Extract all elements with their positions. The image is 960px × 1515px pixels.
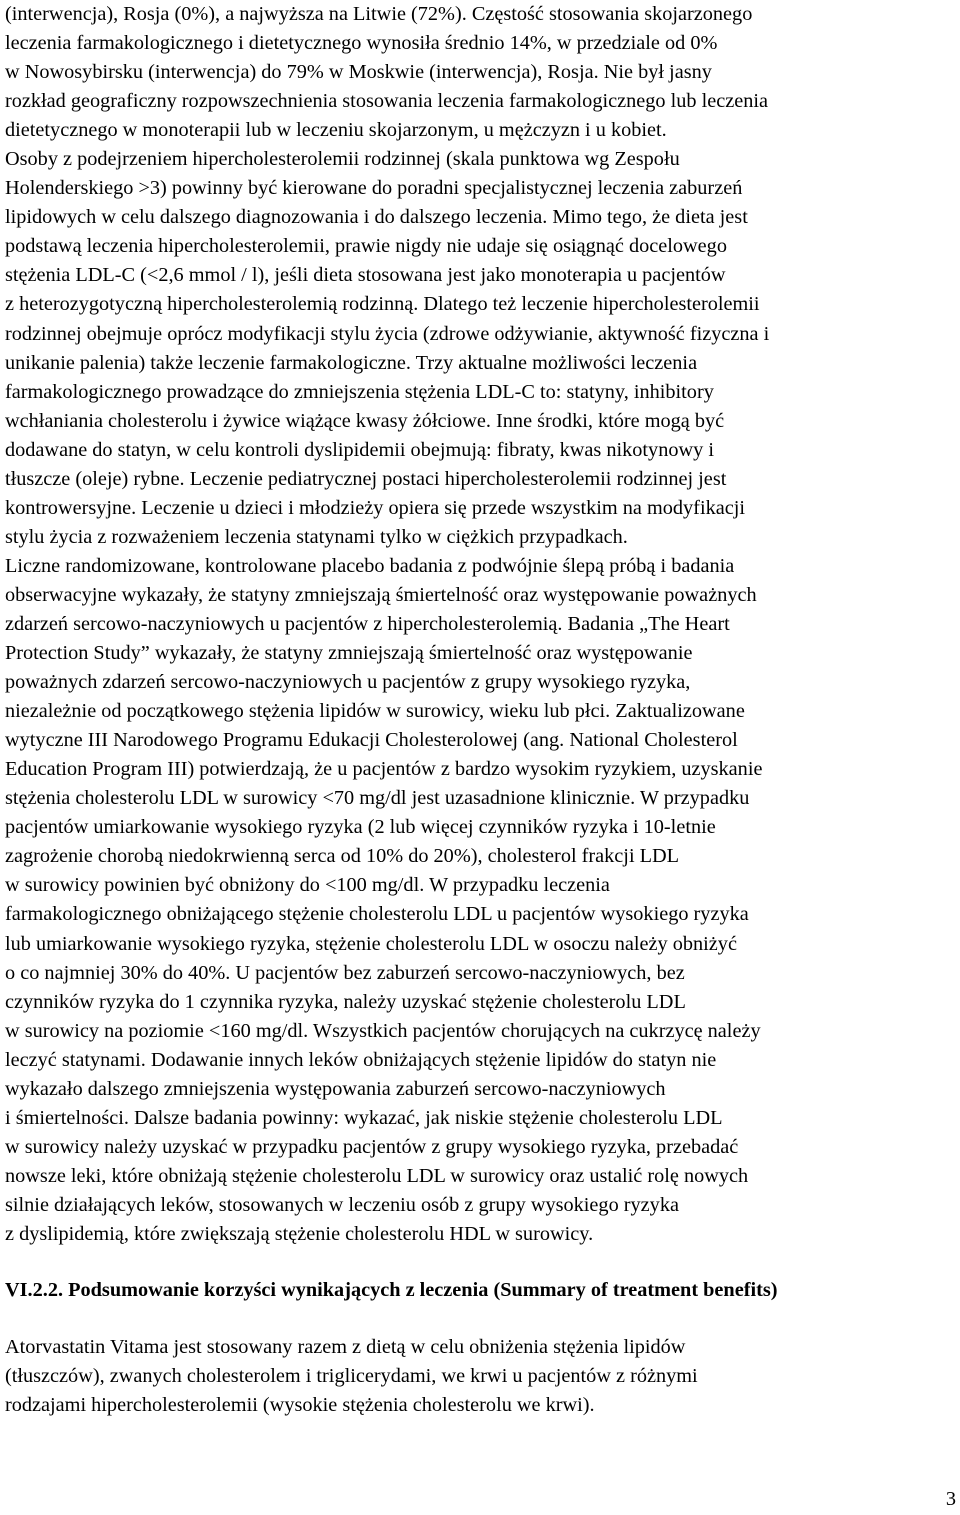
text-line: stężenia LDL-C (<2,6 mmol / l), jeśli dieta stosowana jest jako monoterapia u pacjentów xyxy=(5,264,726,287)
summary-paragraph xyxy=(5,1333,955,1420)
text-line: stężenia cholesterolu LDL w surowicy <70 mg/dl jest uzasadnione klinicznie. W przypadku xyxy=(5,787,750,810)
text-line: nowsze leki, które obniżają stężenie cholesterolu LDL w surowicy oraz ustalić rolę nowych xyxy=(5,1164,749,1187)
text-line: wchłaniania cholesterolu i żywice wiążące kwasy żółciowe. Inne środki, które mogą być xyxy=(5,409,725,432)
text-line: farmakologicznego obniżającego stężenie cholesterolu LDL u pacjentów wysokiego ryzyka xyxy=(5,903,749,926)
text-line: w Nowosybirsku (interwencja) do 79% w Moskwie (interwencja), Rosja. Nie był jasny xyxy=(5,61,712,84)
text-line: podstawą leczenia hipercholesterolemii, prawie nigdy nie udaje się osiągnąć docelowego xyxy=(5,235,727,258)
text-line: wykazało dalszego zmniejszenia występowania zaburzeń sercowo-naczyniowych xyxy=(5,1077,666,1100)
text-line: pacjentów umiarkowanie wysokiego ryzyka (2 lub więcej czynników ryzyka i 10-letnie xyxy=(5,816,716,839)
text-line: Atorvastatin Vitama jest stosowany razem z dietą w celu obniżenia stężenia lipidów xyxy=(5,1336,686,1358)
text-line: (interwencja), Rosja (0%), a najwyższa na Litwie (72%). Częstość stosowania skojarzonego xyxy=(5,3,753,25)
text-line: kontrowersyjne. Leczenie u dzieci i młodzieży opiera się przede wszystkim na modyfikacji xyxy=(5,496,745,519)
text-line: dietetycznego w monoterapii lub w leczeniu skojarzonym, u mężczyzn i u kobiet. xyxy=(5,119,667,142)
text-line: Liczne randomizowane, kontrolowane placebo badania z podwójnie ślepą próbą i badania xyxy=(5,554,735,577)
text-line: Protection Study” wykazały, że statyny zmniejszają śmiertelność oraz występowanie xyxy=(5,642,693,665)
section-title: Podsumowanie korzyści wynikających z leczenia xyxy=(68,1279,489,1301)
section-heading xyxy=(5,1276,955,1305)
text-line: czynników ryzyka do 1 czynnika ryzyka, należy uzyskać stężenie cholesterolu LDL xyxy=(5,990,686,1013)
text-line: (tłuszczów), zwanych cholesterolem i triglicerydami, we krwi u pacjentów z różnymi xyxy=(5,1365,698,1388)
text-line: rozkład geograficzny rozpowszechnienia stosowania leczenia farmakologicznego lub leczenia xyxy=(5,90,769,113)
text-line: niezależnie od początkowego stężenia lipidów w surowicy, wieku lub płci. Zaktualizowane xyxy=(5,700,745,723)
text-line: z dyslipidemią, które zwiększają stężenie cholesterolu HDL w surowicy. xyxy=(5,1222,594,1245)
page-number: 3 xyxy=(945,1488,956,1510)
text-line: w surowicy na poziomie <160 mg/dl. Wszystkich pacjentów chorujących na cukrzycę należy xyxy=(5,1019,761,1042)
text-line: leczyć statynami. Dodawanie innych leków obniżających stężenie lipidów do statyn nie xyxy=(5,1048,717,1071)
text-line: rodzinnej obejmuje oprócz modyfikacji stylu życia (zdrowe odżywianie, aktywność fizyczna i xyxy=(5,322,770,345)
text-line: lub umiarkowanie wysokiego ryzyka, stężenie cholesterolu LDL w osoczu należy obniżyć xyxy=(5,932,737,955)
text-line: zdarzeń sercowo-naczyniowych u pacjentów z hipercholesterolemią. Badania „The Heart xyxy=(5,612,730,635)
text-line: w surowicy powinien być obniżony do <100 mg/dl. W przypadku leczenia xyxy=(5,874,610,897)
text-line: Education Program III) potwierdzają, że u pacjentów z bardzo wysokim ryzykiem, uzyskanie xyxy=(5,758,763,781)
body-paragraph xyxy=(5,0,955,1249)
text-line: dodawane do statyn, w celu kontroli dyslipidemii obejmują: fibraty, kwas nikotynowy i xyxy=(5,438,714,461)
text-line: i śmiertelności. Dalsze badania powinny: wykazać, jak niskie stężenie cholesterolu LDL xyxy=(5,1106,723,1129)
text-line: tłuszcze (oleje) rybne. Leczenie pediatrycznej postaci hipercholesterolemii rodzinnej jest xyxy=(5,467,727,490)
text-line: Osoby z podejrzeniem hipercholesterolemii rodzinnej (skala punktowa wg Zespołu xyxy=(5,148,680,171)
text-line: silnie działających leków, stosowanych w leczeniu osób z grupy wysokiego ryzyka xyxy=(5,1193,679,1216)
text-line: w surowicy należy uzyskać w przypadku pacjentów z grupy wysokiego ryzyka, przebadać xyxy=(5,1135,739,1158)
text-line: o co najmniej 30% do 40%. U pacjentów bez zaburzeń sercowo-naczyniowych, bez xyxy=(5,961,685,984)
text-line: poważnych zdarzeń sercowo-naczyniowych u pacjentów z grupy wysokiego ryzyka, xyxy=(5,671,691,694)
text-line: wytyczne III Narodowego Programu Edukacji Cholesterolowej (ang. National Cholesterol xyxy=(5,729,738,752)
text-line: farmakologicznego prowadzące do zmniejszenia stężenia LDL-C to: statyny, inhibitory xyxy=(5,380,714,403)
text-line: lipidowych w celu dalszego diagnozowania i do dalszego leczenia. Mimo tego, że dieta jest xyxy=(5,206,748,229)
section-subtitle: (Summary of treatment benefits) xyxy=(493,1279,778,1301)
text-line: rodzajami hipercholesterolemii (wysokie stężenia cholesterolu we krwi). xyxy=(5,1394,595,1417)
text-line: stylu życia z rozważeniem leczenia statynami tylko w ciężkich przypadkach. xyxy=(5,525,628,548)
text-line: unikanie palenia) także leczenie farmakologiczne. Trzy aktualne możliwości leczenia xyxy=(5,351,698,374)
text-line: obserwacyjne wykazały, że statyny zmniejszają śmiertelność oraz występowanie poważnych xyxy=(5,583,757,606)
text-line: leczenia farmakologicznego i dietetycznego wynosiła średnio 14%, w przedziale od 0% xyxy=(5,32,718,55)
section-number: VI.2.2. xyxy=(5,1279,64,1301)
text-line: Holenderskiego >3) powinny być kierowane do poradni specjalistycznej leczenia zaburzeń xyxy=(5,177,743,200)
text-line: z heterozygotyczną hipercholesterolemią rodzinną. Dlatego też leczenie hipercholesterolemii xyxy=(5,293,760,316)
text-line: zagrożenie chorobą niedokrwienną serca od 10% do 20%), cholesterol frakcji LDL xyxy=(5,845,680,868)
